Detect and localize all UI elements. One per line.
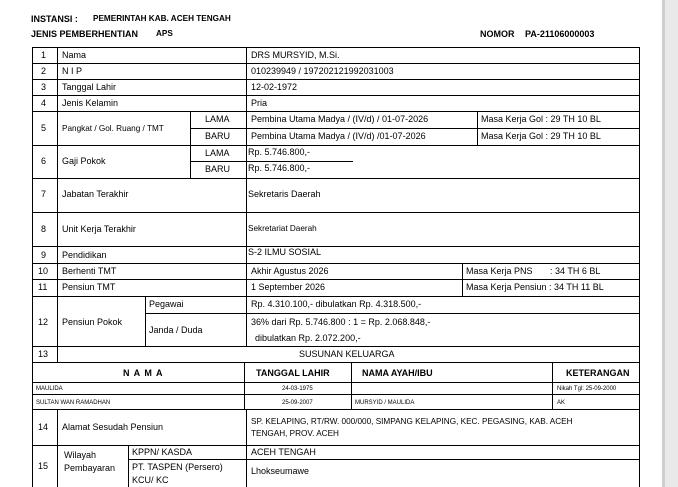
row-number: 7	[41, 189, 47, 199]
row-number: 5	[41, 123, 47, 133]
anggota-ayah-ibu: MURSYID / MAULIDA	[355, 400, 415, 406]
taspen-label: PT. TASPEN (Persero)	[132, 462, 223, 472]
header-nama-ayah-ibu: NAMA AYAH/IBU	[362, 368, 433, 378]
row-number: 12	[38, 317, 49, 327]
row-number: 13	[38, 349, 49, 359]
pangkat-lama-value: Pembina Utama Madya / (IV/d) / 01-07-2026	[251, 114, 429, 124]
masa-kerja-gol-lama: Masa Kerja Gol : 29 TH 10 BL	[481, 114, 601, 124]
pangkat-baru-value: Pembina Utama Madya / (IV/d) /01-07-2026	[251, 131, 426, 141]
nama-value: DRS MURSYID, M.Si.	[251, 50, 340, 60]
pegawai-value: Rp. 4.310.100,- dibulatkan Rp. 4.318.500,-	[251, 299, 422, 309]
wilayah-label: Wilayah	[64, 450, 97, 460]
anggota-nama: SULTAN WAN RAMADHAN	[36, 400, 111, 406]
taspen-value: Lhokseumawe	[251, 466, 310, 476]
jabatan-terakhir-label: Jabatan Terakhir	[62, 189, 129, 199]
gaji-pokok-label: Gaji Pokok	[62, 156, 106, 166]
baru-label: BARU	[205, 164, 231, 174]
instansi-label: INSTANSI :	[31, 14, 78, 24]
anggota-keterangan: Nikah Tgl: 25-09-2000	[557, 386, 617, 392]
baru-label: BARU	[205, 131, 231, 141]
kcu-kc-label: KCU/ KC	[132, 475, 169, 485]
janda-dibulatkan: dibulatkan Rp. 2.072.200,-	[255, 333, 361, 343]
pensiun-tmt-value: 1 September 2026	[251, 282, 326, 292]
header-keterangan: KETERANGAN	[566, 368, 630, 378]
anggota-tanggal-lahir: 24-03-1975	[282, 386, 313, 392]
berhenti-tmt-value: Akhir Agustus 2026	[251, 266, 329, 276]
row-number: 15	[38, 461, 49, 471]
nomor-label: NOMOR	[480, 29, 515, 39]
lama-label: LAMA	[205, 114, 230, 124]
row-number: 14	[38, 422, 49, 432]
alamat-value-line2: TENGAH, PROV. ACEH	[251, 429, 339, 438]
nama-label: Nama	[62, 50, 87, 60]
alamat-label: Alamat Sesudah Pensiun	[62, 422, 164, 432]
pangkat-label: Pangkat / Gol. Ruang / TMT	[62, 124, 164, 133]
row-number: 6	[41, 156, 47, 166]
unit-kerja-label: Unit Kerja Terakhir	[62, 224, 136, 234]
kppn-label: KPPN/ KASDA	[132, 447, 193, 457]
tanggal-lahir-label: Tanggal Lahir	[62, 82, 117, 92]
jabatan-terakhir-value: Sekretaris Daerah	[248, 189, 321, 199]
nomor-value: PA-21106000003	[525, 29, 595, 39]
masa-kerja-gol-baru: Masa Kerja Gol : 29 TH 10 BL	[481, 131, 601, 141]
gaji-baru-value: Rp. 5.746.800,-	[248, 163, 311, 173]
jenis-pemberhentian-value: APS	[156, 29, 173, 38]
janda-duda-label: Janda / Duda	[149, 325, 203, 335]
lama-label: LAMA	[205, 148, 230, 158]
row-number: 4	[41, 98, 47, 108]
tanggal-lahir-value: 12-02-1972	[251, 82, 298, 92]
anggota-keterangan: AK	[557, 400, 566, 406]
kppn-value: ACEH TENGAH	[251, 447, 316, 457]
pegawai-label: Pegawai	[149, 299, 184, 309]
pensiun-pokok-label: Pensiun Pokok	[62, 317, 123, 327]
berhenti-tmt-label: Berhenti TMT	[62, 266, 117, 276]
row-number: 8	[41, 224, 47, 234]
header-nama: N A M A	[123, 368, 164, 378]
janda-value: 36% dari Rp. 5.746.800 : 1 = Rp. 2.068.848,-	[251, 317, 431, 327]
row-number: 1	[41, 50, 47, 60]
instansi-value: PEMERINTAH KAB. ACEH TENGAH	[93, 14, 231, 23]
header-tanggal-lahir: TANGGAL LAHIR	[256, 368, 330, 378]
row-number: 11	[38, 282, 48, 292]
unit-kerja-value: Sekretariat Daerah	[248, 224, 317, 233]
nip-value: 010239949 / 197202121992031003	[251, 66, 394, 76]
row-number: 9	[41, 250, 47, 260]
masa-kerja-pensiun: Masa Kerja Pensiun : 34 TH 11 BL	[466, 282, 604, 292]
jenis-pemberhentian-label: JENIS PEMBERHENTIAN	[31, 29, 139, 39]
susunan-keluarga-title: SUSUNAN KELUARGA	[299, 349, 395, 359]
pendidikan-value: S-2 ILMU SOSIAL	[248, 247, 322, 257]
anggota-tanggal-lahir: 25-09-2007	[282, 400, 313, 406]
anggota-nama: MAULIDA	[36, 386, 63, 392]
pendidikan-label: Pendidikan	[62, 250, 107, 260]
page-edge	[662, 0, 678, 487]
gaji-lama-value: Rp. 5.746.800,-	[248, 147, 311, 157]
row-number: 2	[41, 66, 47, 76]
nip-label: N I P	[62, 66, 83, 76]
jenis-kelamin-value: Pria	[251, 98, 268, 108]
masa-kerja-pns: Masa Kerja PNS : 34 TH 6 BL	[466, 266, 601, 276]
row-number: 10	[38, 266, 49, 276]
alamat-value-line1: SP. KELAPING, RT/RW. 000/000, SIMPANG KELAPING, KEC. PEGASING, KAB. ACEH	[251, 417, 573, 426]
pembayaran-label: Pembayaran	[64, 463, 116, 473]
pensiun-tmt-label: Pensiun TMT	[62, 282, 116, 292]
row-number: 3	[41, 82, 47, 92]
jenis-kelamin-label: Jenis Kelamin	[62, 98, 119, 108]
